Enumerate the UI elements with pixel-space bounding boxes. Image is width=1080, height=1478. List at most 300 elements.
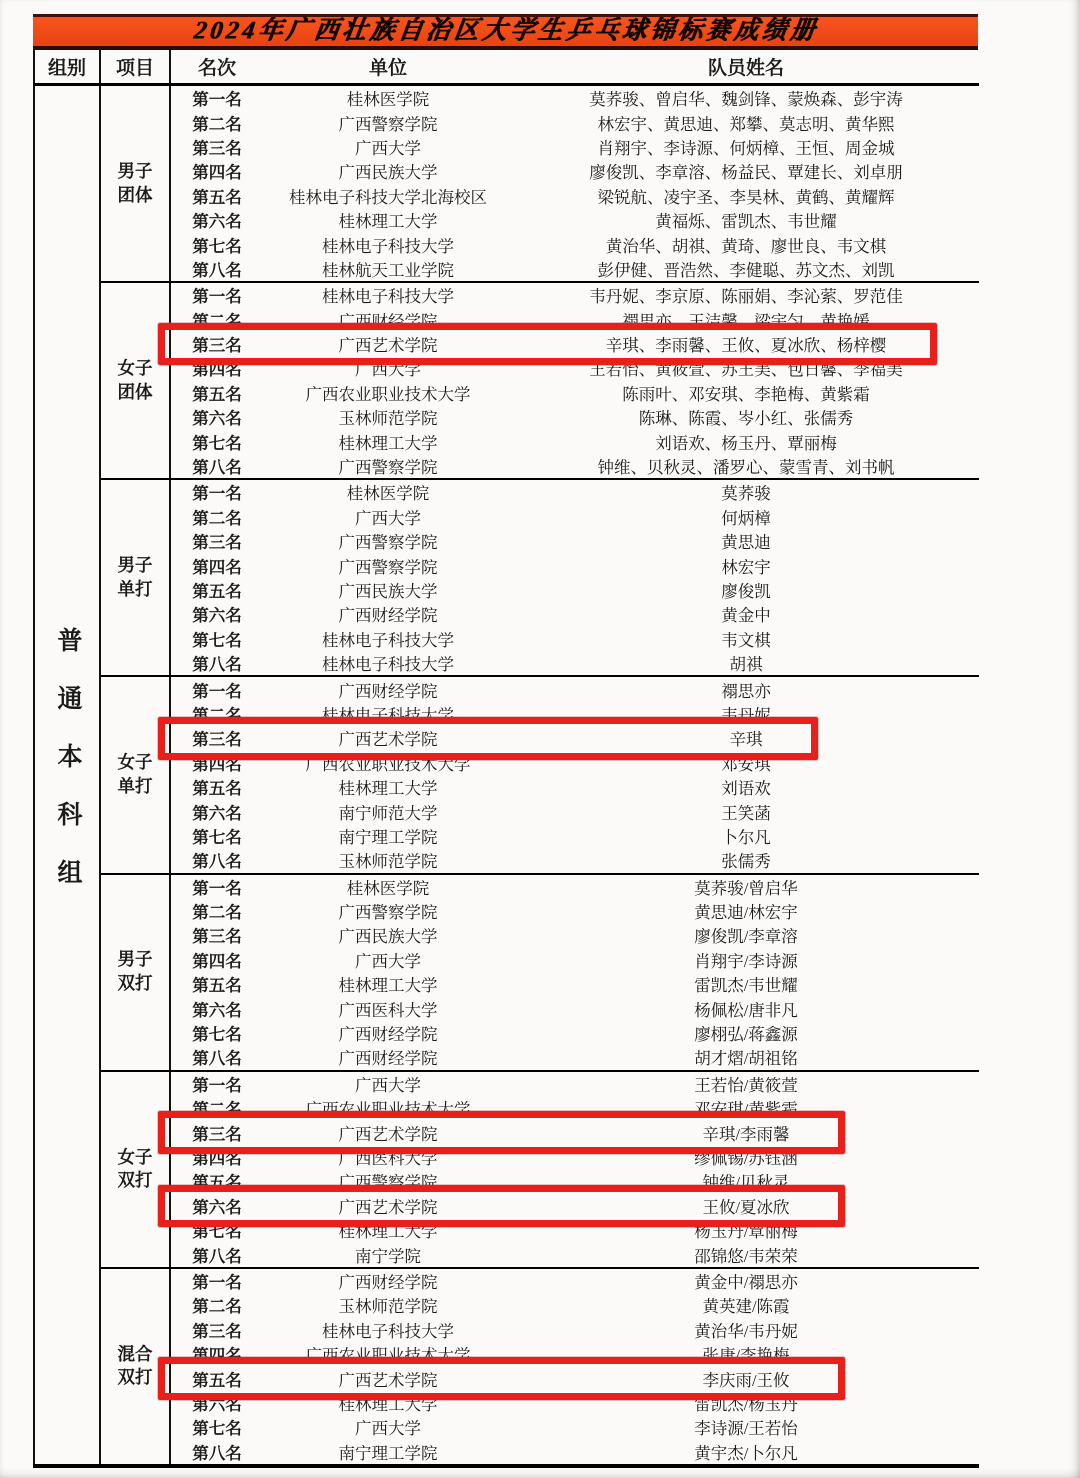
- result-row: [34, 1318, 979, 1342]
- unit-text: 广西民族大学: [338, 582, 438, 601]
- players-cell: [513, 899, 979, 923]
- rank-cell: [170, 1366, 263, 1390]
- rank-cell: [170, 1218, 263, 1242]
- rank-cell: [170, 1071, 263, 1096]
- rank-text: 第二名: [192, 114, 242, 134]
- players-text: 梁锐航、凌宇圣、李昊林、黄鹤、黄耀辉: [597, 187, 895, 207]
- result-row: [34, 1021, 979, 1045]
- rank-text: 第八名: [192, 458, 242, 478]
- unit-text: 广西财经学院: [338, 311, 438, 331]
- event-label: 女子团体: [117, 358, 153, 402]
- unit-cell: [263, 799, 513, 823]
- players-cell: [513, 1071, 979, 1096]
- unit-cell: [263, 1218, 513, 1242]
- players-text: 王攸/夏冰欣: [702, 1197, 790, 1217]
- unit-text: 南宁理工学院: [338, 1443, 438, 1463]
- unit-text: 桂林理工大学: [338, 1222, 438, 1242]
- unit-text: 广西大学: [355, 360, 421, 380]
- players-text: 黄治华/韦丹妮: [694, 1321, 798, 1341]
- players-cell: [513, 1242, 979, 1267]
- result-row: [34, 405, 979, 429]
- rank-text: 第二名: [192, 1100, 242, 1120]
- players-cell: [513, 505, 979, 529]
- unit-cell: [263, 110, 513, 134]
- result-row: [34, 1439, 979, 1465]
- players-cell: [513, 1194, 979, 1218]
- title-banner: [33, 14, 978, 50]
- players-text: 胡才熠/胡祖铭: [694, 1049, 798, 1069]
- unit-cell: [263, 1096, 513, 1120]
- unit-cell: [263, 184, 513, 208]
- players-text: 王若怡、黄筱萱、苏王美、包日馨、李福美: [589, 360, 903, 380]
- event-label: 混合双打: [117, 1343, 153, 1388]
- result-row: [34, 1218, 979, 1242]
- players-text: 辛琪、李雨馨、王攸、夏冰欣、杨梓樱: [605, 336, 887, 356]
- rank-text: 第四名: [192, 557, 242, 577]
- rank-text: 第三名: [192, 533, 242, 553]
- unit-text: 广西大学: [355, 951, 421, 971]
- results-table: [33, 50, 979, 1468]
- unit-cell: [263, 972, 513, 996]
- unit-cell: [263, 553, 513, 577]
- result-row: [34, 1071, 979, 1096]
- players-text: 廖栩弘/蒋鑫源: [694, 1025, 798, 1045]
- rank-cell: [170, 1021, 263, 1045]
- players-text: 刘语欢: [721, 779, 771, 799]
- unit-cell: [263, 529, 513, 553]
- result-row: [34, 972, 979, 996]
- players-text: 肖翔宇/李诗源: [694, 951, 798, 971]
- rank-text: 第六名: [192, 803, 242, 823]
- players-text: 王若怡/黄筱萱: [694, 1075, 798, 1095]
- rank-text: 第七名: [192, 1025, 242, 1045]
- rank-cell: [170, 972, 263, 996]
- rank-cell: [170, 824, 263, 848]
- players-cell: [513, 1096, 979, 1120]
- unit-text: 广西大学: [355, 138, 421, 158]
- rank-text: 第七名: [192, 236, 242, 256]
- unit-cell: [263, 356, 513, 380]
- unit-cell: [263, 1021, 513, 1045]
- result-row: [34, 479, 979, 504]
- unit-text: 广西农业职业技术大学: [305, 1346, 471, 1366]
- players-text: 肖翔宇、李诗源、何炳樟、王恒、周金城: [597, 138, 895, 158]
- players-cell: [513, 1293, 979, 1317]
- rank-cell: [170, 308, 263, 332]
- players-cell: [513, 1045, 979, 1070]
- players-text: 韦丹妮、李京原、陈丽娟、李沁萦、罗范佳: [589, 287, 903, 307]
- unit-text: 桂林电子科技大学: [322, 705, 454, 725]
- unit-cell: [263, 405, 513, 429]
- rank-text: 第三名: [192, 730, 242, 750]
- players-cell: [513, 479, 979, 504]
- players-text: 黄福烁、雷凯杰、韦世耀: [655, 212, 837, 232]
- result-row: [34, 429, 979, 453]
- rank-text: 第七名: [192, 1222, 242, 1242]
- rank-cell: [170, 356, 263, 380]
- rank-text: 第一名: [192, 484, 242, 504]
- unit-text: 广西艺术学院: [338, 1124, 438, 1144]
- result-row: [34, 799, 979, 823]
- unit-text: 桂林医学院: [346, 484, 430, 504]
- result-row: [34, 651, 979, 676]
- unit-text: 桂林电子科技大学: [322, 287, 454, 307]
- rank-text: 第三名: [192, 927, 242, 947]
- rank-text: 第七名: [192, 433, 242, 453]
- players-cell: [513, 824, 979, 848]
- rank-text: 第八名: [192, 1443, 242, 1463]
- unit-text: 桂林理工大学: [338, 976, 438, 996]
- players-text: 黄思迪/林宏宇: [694, 903, 798, 923]
- unit-text: 广西农业职业技术大学: [305, 1100, 471, 1120]
- players-text: 雷凯杰/韦世耀: [694, 976, 798, 996]
- unit-text: 广西警察学院: [338, 1173, 438, 1193]
- players-cell: [513, 651, 979, 676]
- rank-text: 第四名: [192, 754, 242, 774]
- result-row: [34, 1391, 979, 1415]
- unit-text: 广西艺术学院: [338, 730, 438, 750]
- players-text: 韦丹妮: [721, 705, 771, 725]
- rank-cell: [170, 232, 263, 256]
- rank-text: 第五名: [192, 779, 242, 799]
- rank-cell: [170, 923, 263, 947]
- result-row: [34, 1045, 979, 1070]
- rank-cell: [170, 1120, 263, 1144]
- rank-text: 第六名: [192, 606, 242, 626]
- unit-text: 广西医科大学: [338, 1000, 438, 1020]
- players-cell: [513, 799, 979, 823]
- result-row: [34, 257, 979, 282]
- unit-text: 广西警察学院: [338, 557, 438, 577]
- header-cell-group: 组别: [34, 50, 100, 85]
- players-cell: [513, 874, 979, 899]
- rank-cell: [170, 553, 263, 577]
- result-row: [34, 356, 979, 380]
- players-cell: [513, 578, 979, 602]
- rank-cell: [170, 529, 263, 553]
- players-cell: [513, 702, 979, 726]
- header-cell-unit: 单位: [263, 50, 513, 85]
- unit-cell: [263, 874, 513, 899]
- rank-text: 第七名: [192, 1419, 242, 1439]
- rank-cell: [170, 1096, 263, 1120]
- unit-text: 广西财经学院: [338, 1049, 438, 1069]
- rank-text: 第七名: [192, 630, 242, 650]
- rank-text: 第四名: [192, 951, 242, 971]
- players-cell: [513, 308, 979, 332]
- unit-text: 广西艺术学院: [338, 1197, 438, 1217]
- rank-text: 第二名: [192, 508, 242, 528]
- unit-cell: [263, 948, 513, 972]
- rank-text: 第四名: [192, 163, 242, 183]
- rank-cell: [170, 1391, 263, 1415]
- players-cell: [513, 1268, 979, 1293]
- players-text: 张儒秀: [721, 852, 771, 872]
- result-row: [34, 824, 979, 848]
- header-cell-players: 队员姓名: [513, 50, 979, 85]
- players-cell: [513, 1169, 979, 1193]
- result-row: [34, 948, 979, 972]
- rank-text: 第四名: [192, 1148, 242, 1168]
- players-text: 缪佩锡/苏钰涵: [694, 1148, 798, 1168]
- result-row: [34, 899, 979, 923]
- players-text: 黄金中/禤思亦: [694, 1272, 798, 1292]
- players-cell: [513, 726, 979, 750]
- players-text: 廖俊凯/李章溶: [694, 927, 798, 947]
- rank-cell: [170, 1194, 263, 1218]
- rank-cell: [170, 1242, 263, 1267]
- rank-text: 第一名: [192, 90, 242, 110]
- players-cell: [513, 429, 979, 453]
- unit-cell: [263, 505, 513, 529]
- rank-cell: [170, 1268, 263, 1293]
- players-cell: [513, 110, 979, 134]
- players-cell: [513, 282, 979, 307]
- rank-cell: [170, 799, 263, 823]
- players-cell: [513, 627, 979, 651]
- rank-text: 第一名: [192, 681, 242, 701]
- players-cell: [513, 184, 979, 208]
- unit-text: 桂林理工大学: [338, 433, 438, 453]
- players-text: 王笑菡: [721, 803, 771, 823]
- players-cell: [513, 972, 979, 996]
- event-cell: [100, 1268, 170, 1466]
- event-cell: [100, 874, 170, 1071]
- event-label: 女子单打: [117, 752, 153, 796]
- rank-text: 第二名: [192, 903, 242, 923]
- event-label: 男子单打: [117, 555, 153, 599]
- unit-cell: [263, 1045, 513, 1070]
- rank-cell: [170, 332, 263, 356]
- unit-text: 南宁学院: [355, 1246, 421, 1266]
- unit-text: 广西财经学院: [338, 1272, 438, 1292]
- rank-text: 第一名: [192, 1075, 242, 1095]
- rank-text: 第一名: [192, 287, 242, 307]
- players-cell: [513, 948, 979, 972]
- players-text: 莫荞骏: [721, 484, 771, 504]
- rank-text: 第三名: [192, 1124, 242, 1144]
- result-row: [34, 996, 979, 1020]
- players-cell: [513, 159, 979, 183]
- rank-text: 第五名: [192, 582, 242, 601]
- unit-text: 广西艺术学院: [338, 336, 438, 356]
- header-cell-event: 项目: [100, 50, 170, 85]
- result-row: [34, 1194, 979, 1218]
- event-label: 男子双打: [117, 949, 153, 994]
- rank-cell: [170, 948, 263, 972]
- rank-cell: [170, 651, 263, 676]
- players-text: 邓安琪: [721, 754, 771, 774]
- unit-cell: [263, 332, 513, 356]
- event-cell: [100, 282, 170, 479]
- result-row: [34, 874, 979, 899]
- rank-text: 第六名: [192, 1394, 242, 1414]
- page-title: 2024年广西壮族自治区大学生乒乓球锦标赛成绩册: [191, 17, 820, 45]
- players-text: 莫荞骏、曾启华、魏剑锋、蒙焕森、彭宇涛: [589, 90, 903, 110]
- unit-cell: [263, 602, 513, 626]
- players-text: 胡祺: [729, 655, 763, 675]
- unit-cell: [263, 775, 513, 799]
- event-cell: [100, 85, 170, 283]
- unit-text: 广西大学: [355, 1419, 421, 1439]
- rank-cell: [170, 381, 263, 405]
- result-row: [34, 529, 979, 553]
- result-row: [34, 702, 979, 726]
- rank-text: 第八名: [192, 260, 242, 280]
- rank-cell: [170, 726, 263, 750]
- rank-text: 第四名: [192, 1346, 242, 1366]
- players-cell: [513, 208, 979, 232]
- unit-text: 南宁师范大学: [338, 803, 438, 823]
- unit-text: 广西警察学院: [338, 458, 438, 478]
- rank-cell: [170, 702, 263, 726]
- unit-cell: [263, 651, 513, 676]
- players-text: 黄金中: [721, 606, 771, 626]
- unit-text: 桂林航天工业学院: [322, 260, 454, 280]
- players-cell: [513, 996, 979, 1020]
- players-text: 林宏宇: [721, 557, 771, 577]
- rank-cell: [170, 1439, 263, 1465]
- header-cell-rank: 名次: [170, 50, 263, 85]
- players-cell: [513, 529, 979, 553]
- players-text: 陈雨叶、邓安琪、李艳梅、黄紫霜: [622, 384, 870, 404]
- players-text: 杨佩松/唐非凡: [694, 1000, 798, 1020]
- players-cell: [513, 85, 979, 111]
- results-table-body: [34, 50, 979, 1466]
- rank-text: 第三名: [192, 1321, 242, 1341]
- rank-cell: [170, 405, 263, 429]
- players-text: 林宏宇、黄思迪、郑攀、莫志明、黄华熙: [597, 114, 895, 134]
- unit-cell: [263, 308, 513, 332]
- result-row: [34, 232, 979, 256]
- players-cell: [513, 1218, 979, 1242]
- rank-cell: [170, 1293, 263, 1317]
- players-cell: [513, 1120, 979, 1144]
- players-cell: [513, 1342, 979, 1366]
- players-text: 辛琪: [729, 730, 763, 750]
- result-row: [34, 578, 979, 602]
- unit-text: 桂林理工大学: [338, 212, 438, 232]
- rank-cell: [170, 184, 263, 208]
- players-text: 廖俊凯、李章溶、杨益民、覃建长、刘卓朋: [589, 163, 903, 183]
- result-row: [34, 1169, 979, 1193]
- result-row: [34, 135, 979, 159]
- rank-text: 第五名: [192, 1173, 242, 1193]
- unit-cell: [263, 208, 513, 232]
- players-text: 禤思亦: [721, 681, 771, 701]
- unit-cell: [263, 282, 513, 307]
- result-row: [34, 110, 979, 134]
- players-cell: [513, 257, 979, 282]
- unit-text: 玉林师范学院: [338, 1297, 438, 1317]
- unit-text: 广西财经学院: [338, 606, 438, 626]
- players-text: 黄宇杰/卜尔凡: [694, 1443, 798, 1463]
- rank-text: 第一名: [192, 878, 242, 898]
- unit-cell: [263, 1242, 513, 1267]
- rank-text: 第五名: [192, 976, 242, 996]
- unit-cell: [263, 232, 513, 256]
- result-row: [34, 208, 979, 232]
- result-row: [34, 381, 979, 405]
- unit-text: 广西大学: [355, 1075, 421, 1095]
- players-cell: [513, 1366, 979, 1390]
- result-row: [34, 1120, 979, 1144]
- unit-text: 广西警察学院: [338, 533, 438, 553]
- unit-cell: [263, 159, 513, 183]
- result-row: [34, 282, 979, 307]
- players-cell: [513, 751, 979, 775]
- rank-text: 第六名: [192, 1197, 242, 1217]
- unit-cell: [263, 751, 513, 775]
- rank-text: 第一名: [192, 1272, 242, 1292]
- players-cell: [513, 135, 979, 159]
- unit-cell: [263, 1145, 513, 1169]
- sheet: [33, 14, 978, 1468]
- players-text: 李庆雨/王攸: [702, 1370, 790, 1390]
- players-cell: [513, 1391, 979, 1415]
- unit-cell: [263, 996, 513, 1020]
- rank-cell: [170, 1169, 263, 1193]
- unit-text: 广西农业职业技术大学: [305, 754, 471, 774]
- players-text: 邓安琪/黄紫霜: [694, 1100, 798, 1120]
- rank-text: 第八名: [192, 852, 242, 872]
- unit-text: 广西财经学院: [338, 1025, 438, 1045]
- result-row: [34, 505, 979, 529]
- unit-cell: [263, 702, 513, 726]
- unit-cell: [263, 1439, 513, 1465]
- rank-text: 第五名: [192, 1370, 242, 1390]
- rank-cell: [170, 1145, 263, 1169]
- result-row: [34, 1293, 979, 1317]
- result-row: [34, 602, 979, 626]
- players-text: 辛琪/李雨馨: [702, 1124, 790, 1144]
- unit-text: 桂林理工大学: [338, 1394, 438, 1414]
- players-text: 张唐/李艳梅: [702, 1346, 790, 1366]
- players-text: 彭伊健、晋浩然、李健聪、苏文杰、刘凯: [597, 260, 895, 280]
- result-row: [34, 1366, 979, 1390]
- rank-cell: [170, 1045, 263, 1070]
- unit-cell: [263, 1318, 513, 1342]
- unit-cell: [263, 676, 513, 701]
- unit-cell: [263, 1169, 513, 1193]
- players-text: 钟维/贝秋灵: [702, 1173, 790, 1193]
- rank-cell: [170, 874, 263, 899]
- unit-cell: [263, 899, 513, 923]
- rank-cell: [170, 479, 263, 504]
- rank-cell: [170, 996, 263, 1020]
- unit-text: 桂林电子科技大学: [322, 655, 454, 675]
- result-row: [34, 85, 979, 111]
- unit-cell: [263, 135, 513, 159]
- rank-text: 第六名: [192, 409, 242, 429]
- unit-cell: [263, 1268, 513, 1293]
- result-row: [34, 1268, 979, 1293]
- unit-text: 桂林电子科技大学: [322, 630, 454, 650]
- unit-text: 广西医科大学: [338, 1148, 438, 1168]
- result-row: [34, 184, 979, 208]
- unit-cell: [263, 257, 513, 282]
- unit-cell: [263, 1342, 513, 1366]
- rank-cell: [170, 578, 263, 602]
- unit-text: 广西民族大学: [338, 927, 438, 947]
- rank-cell: [170, 627, 263, 651]
- rank-cell: [170, 899, 263, 923]
- players-cell: [513, 775, 979, 799]
- rank-text: 第八名: [192, 1246, 242, 1266]
- unit-text: 南宁理工学院: [338, 827, 438, 847]
- unit-text: 广西财经学院: [338, 681, 438, 701]
- rank-cell: [170, 257, 263, 282]
